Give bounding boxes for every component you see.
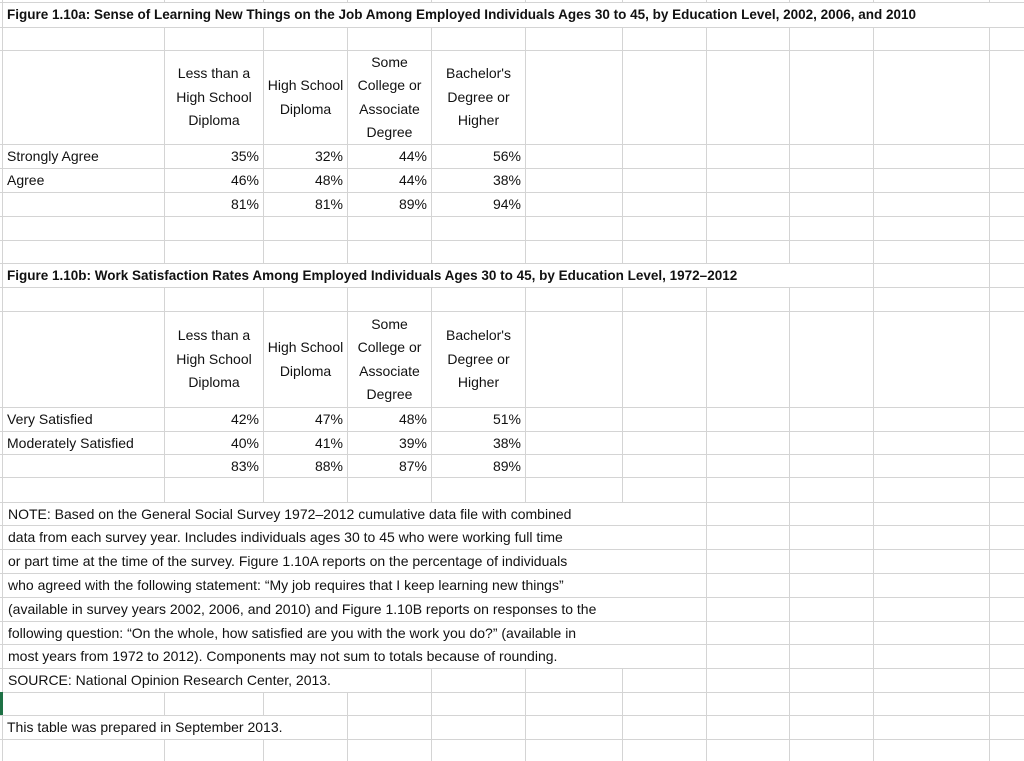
column-header[interactable]: High School Diploma (267, 77, 344, 117)
note-line[interactable]: SOURCE: National Opinion Research Center, 2013. (3, 669, 431, 692)
grid-line-vertical (789, 0, 790, 761)
data-cell[interactable]: 81% (230, 196, 259, 212)
data-cell[interactable]: 87% (398, 458, 427, 474)
column-header[interactable]: Bachelor's Degree or Higher (446, 65, 511, 129)
data-cell[interactable]: 38% (492, 435, 521, 451)
column-header[interactable]: Some College or Associate Degree (357, 53, 422, 140)
grid-line-horizontal (0, 216, 1024, 217)
data-cell[interactable]: 83% (230, 458, 259, 474)
figure-title[interactable]: Figure 1.10a: Sense of Learning New Things on the Job Among Employed Individuals Ages 30 to 45, by Education Level, 2002, 2006, and 2010 (3, 3, 1024, 27)
row-label[interactable]: Agree (7, 172, 45, 188)
data-cell[interactable]: 51% (492, 411, 521, 427)
data-cell[interactable]: 44% (398, 172, 427, 188)
data-cell[interactable]: 32% (314, 148, 343, 164)
row-label[interactable]: Strongly Agree (7, 148, 99, 164)
grid-line-horizontal (0, 477, 1024, 478)
figure-title[interactable]: Figure 1.10b: Work Satisfaction Rates Among Employed Individuals Ages 30 to 45, by Education Level, 1972–2012 (3, 264, 873, 287)
data-cell[interactable]: 88% (314, 458, 343, 474)
data-cell[interactable]: 44% (398, 148, 427, 164)
note-line[interactable]: most years from 1972 to 2012). Components may not sum to totals because of rounding. (3, 645, 706, 668)
data-cell[interactable]: 47% (314, 411, 343, 427)
data-cell[interactable]: 81% (314, 196, 343, 212)
note-line[interactable]: following question: “On the whole, how satisfied are you with the work you do?” (available in (3, 622, 706, 644)
note-line[interactable]: NOTE: Based on the General Social Survey 1972–2012 cumulative data file with combined (3, 503, 706, 525)
data-cell[interactable]: 38% (492, 172, 521, 188)
data-cell[interactable]: 89% (398, 196, 427, 212)
grid-line-vertical (873, 0, 874, 761)
row-label[interactable] (3, 193, 164, 216)
data-cell[interactable]: 42% (230, 411, 259, 427)
grid-line-horizontal (0, 692, 1024, 693)
data-cell[interactable]: 48% (314, 172, 343, 188)
data-cell[interactable]: 46% (230, 172, 259, 188)
row-label[interactable] (3, 455, 164, 477)
column-header[interactable]: Bachelor's Degree or Higher (446, 327, 511, 391)
data-cell[interactable]: 35% (230, 148, 259, 164)
column-header[interactable]: Less than a High School Diploma (176, 327, 252, 391)
data-cell[interactable]: 39% (398, 435, 427, 451)
active-cell-indicator (0, 692, 3, 715)
grid-line-vertical (989, 0, 990, 761)
note-line[interactable]: or part time at the time of the survey. Figure 1.10A reports on the percentage of individuals (3, 550, 706, 573)
note-line[interactable]: who agreed with the following statement: “My job requires that I keep learning new things” (3, 574, 706, 597)
data-cell[interactable]: 41% (314, 435, 343, 451)
row-label[interactable]: Moderately Satisfied (7, 435, 134, 451)
prepared-note[interactable]: This table was prepared in September 2013. (3, 716, 347, 739)
data-cell[interactable]: 56% (492, 148, 521, 164)
column-header[interactable]: Less than a High School Diploma (176, 65, 252, 129)
grid-line-horizontal (0, 27, 1024, 28)
row-label[interactable]: Very Satisfied (7, 411, 93, 427)
data-cell[interactable]: 40% (230, 435, 259, 451)
data-cell[interactable]: 89% (492, 458, 521, 474)
grid-line-vertical (706, 0, 707, 761)
note-line[interactable]: data from each survey year. Includes individuals ages 30 to 45 who were working full time (3, 526, 706, 549)
note-line[interactable]: (available in survey years 2002, 2006, and 2010) and Figure 1.10B reports on responses to the (3, 598, 706, 621)
grid-line-horizontal (0, 739, 1024, 740)
grid-line-horizontal (0, 287, 1024, 288)
grid-line-horizontal (0, 240, 1024, 241)
data-cell[interactable]: 48% (398, 411, 427, 427)
data-cell[interactable]: 94% (492, 196, 521, 212)
column-header[interactable]: Some College or Associate Degree (357, 315, 422, 402)
column-header[interactable]: High School Diploma (267, 339, 344, 379)
